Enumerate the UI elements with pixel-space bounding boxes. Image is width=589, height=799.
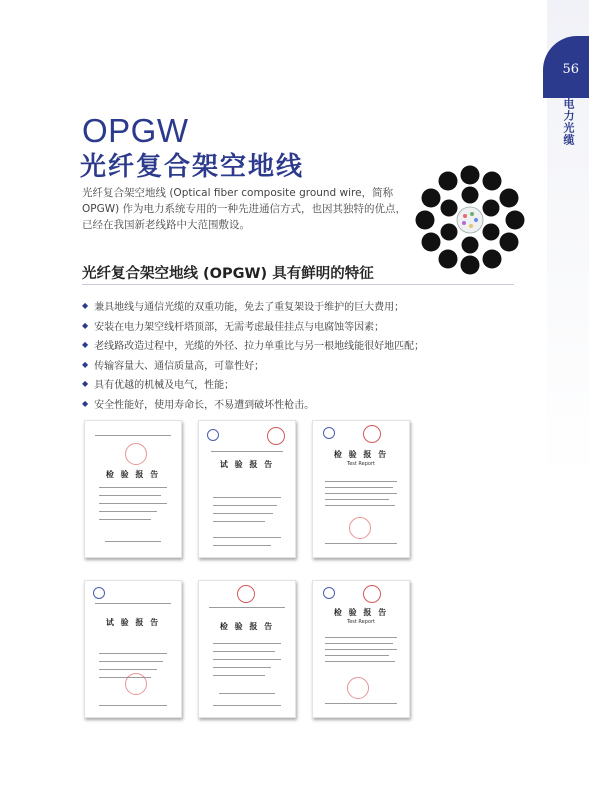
diamond-bullet-icon: ◆: [82, 340, 89, 350]
opgw-cable-cross-section-image: [415, 165, 525, 275]
features-list: [82, 296, 424, 413]
seal-stamp: [349, 517, 371, 539]
seal-stamp: [347, 677, 369, 699]
feature-text: 兼具地线与通信光缆的双重功能，免去了重复架设于维护的巨大费用；: [94, 302, 405, 314]
diamond-bullet-icon: ◆: [82, 301, 89, 311]
test-report-certificate: [84, 420, 182, 558]
certificate-title: 检 验 报 告: [333, 449, 389, 459]
certificates-row-1: [84, 420, 426, 558]
certificate-title: 检 验 报 告: [333, 607, 389, 617]
page-number: 56: [562, 62, 579, 77]
cma-logo: [323, 587, 335, 599]
seal-stamp: [237, 585, 255, 603]
feature-item: [82, 374, 424, 394]
feature-item: [82, 296, 424, 316]
diamond-bullet-icon: ◆: [82, 359, 89, 369]
section-side-label: 电力光缆: [562, 98, 575, 146]
test-report-certificate: [198, 580, 296, 718]
feature-text: 具有优越的机械及电气，性能；: [94, 380, 235, 392]
seal-stamp: [363, 425, 381, 443]
test-report-certificate: [312, 580, 410, 718]
feature-text: 安装在电力架空线杆塔顶部，无需考虑最佳挂点与电腐蚀等因素；: [94, 321, 385, 333]
diamond-bullet-icon: ◆: [82, 398, 89, 408]
features-heading: 光纤复合架空地线 (OPGW) 具有鲜明的特征: [82, 266, 374, 282]
feature-item: [82, 394, 424, 414]
diamond-bullet-icon: ◆: [82, 320, 89, 330]
institute-logo: [207, 429, 219, 441]
title-chinese: 光纤复合架空地线: [80, 152, 305, 182]
feature-item: [82, 355, 424, 375]
certificate-title: 检 验 报 告: [219, 621, 275, 631]
certificate-subtitle: Test Report: [346, 619, 375, 625]
certificate-title: 试 验 报 告: [105, 617, 161, 627]
test-report-certificate: [84, 580, 182, 718]
seal-stamp: [125, 443, 147, 465]
intro-paragraph: 光纤复合架空地线 (Optical fiber composite ground wire，简称 OPGW) 作为电力系统专用的一种先进通信方式，也因其独特的优点，已经在我国新老线路中大范围敷设。: [82, 187, 407, 231]
feature-text: 安全性能好，使用寿命长，不易遭到破坏性枪击。: [94, 399, 315, 411]
seal-stamp: [363, 585, 381, 603]
certificate-title: 检 验 报 告: [105, 469, 161, 479]
seal-stamp: [125, 673, 147, 695]
certificate-subtitle: Test Report: [346, 461, 375, 467]
feature-item: [82, 316, 424, 336]
feature-text: 传输容量大、通信质量高，可靠性好；: [94, 360, 265, 372]
seal-stamp: [267, 427, 285, 445]
section-divider: [82, 284, 514, 285]
certificate-title: 试 验 报 告: [219, 459, 275, 469]
cma-logo: [323, 427, 335, 439]
institute-logo: [93, 587, 105, 599]
feature-item: [82, 335, 424, 355]
diamond-bullet-icon: ◆: [82, 379, 89, 389]
certificates-row-2: [84, 580, 426, 718]
title-english: OPGW: [82, 112, 189, 149]
test-report-certificate: [198, 420, 296, 558]
test-report-certificate: [312, 420, 410, 558]
feature-text: 老线路改造过程中，光缆的外径、拉力单重比与另一根地线能很好地匹配；: [94, 341, 425, 353]
